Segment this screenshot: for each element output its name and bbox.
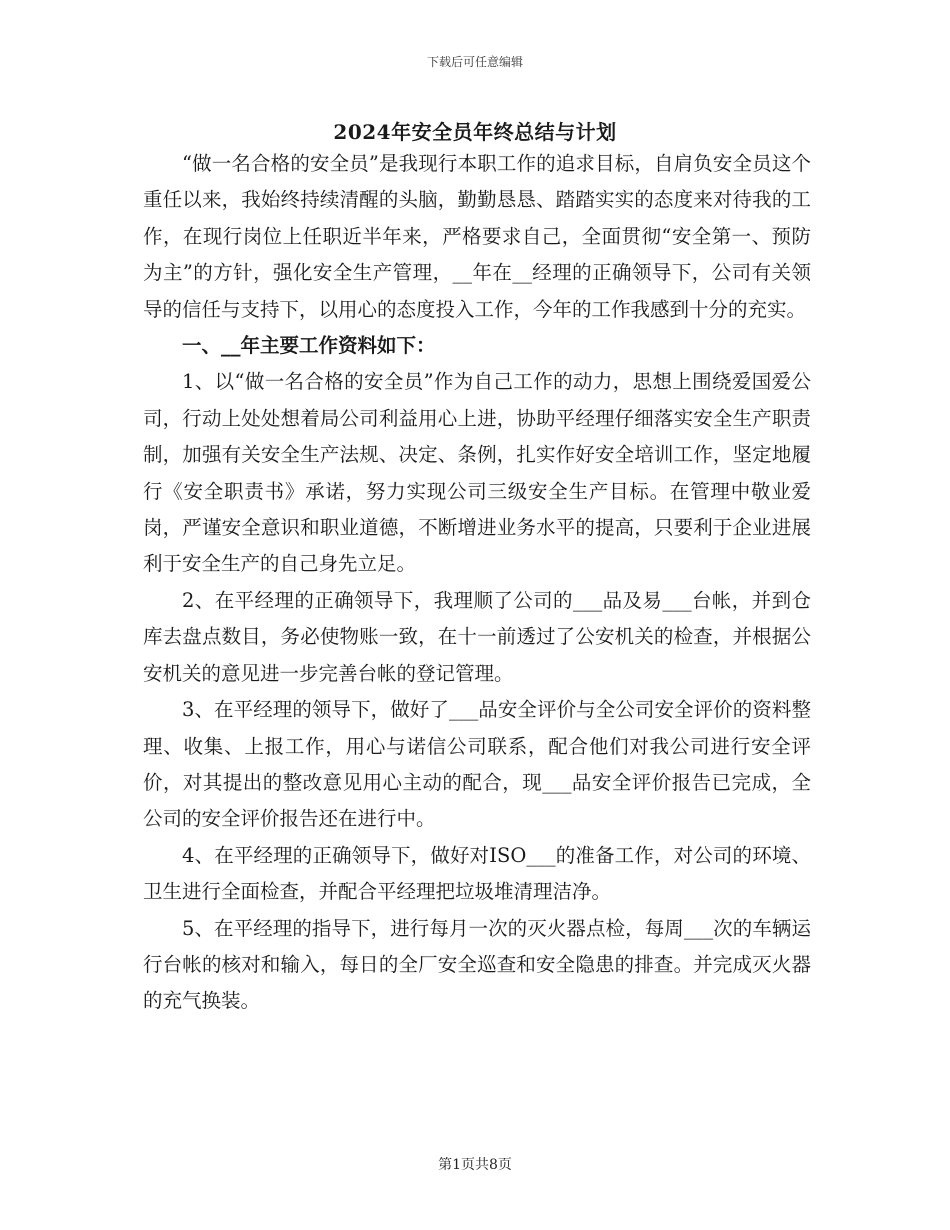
- work-item-1: 1、以“做一名合格的安全员”作为自己工作的动力，思想上围绕爱国爱公司，行动上处处想着局公司利益用心上进，协助平经理仔细落实安全生产职责制，加强有关安全生产法规、决定、条例，扎实作好安全培训工作，坚定地履行《安全职责书》承诺，努力实现公司三级安全生产目标。在管理中敬业爱岗，严谨安全意识和职业道德，不断增进业务水平的提高，只要利于企业进展利于安全生产的自己身先立足。: [143, 370, 811, 576]
- page-number-footer: 第1页共8页: [438, 1157, 512, 1173]
- intro-paragraph: “做一名合格的安全员”是我现行本职工作的追求目标，自肩负安全员这个重任以来，我始终持续清醒的头脑，勤勤恳恳、踏踏实实的态度来对待我的工作，在现行岗位上任职近半年来，严格要求自己，全面贯彻“安全第一、预防为主”的方针，强化安全生产管理，__年在__经理的正确领导下，公司有关领导的信任与支持下，以用心的态度投入工作，今年的工作我感到十分的充实。: [143, 152, 811, 321]
- work-item-2: 2、在平经理的正确领导下，我理顺了公司的___品及易___台帐，并到仓库去盘点数目，务必使物账一致，在十一前透过了公安机关的检查，并根据公安机关的意见进一步完善台帐的登记管理。: [143, 588, 811, 685]
- work-item-4: 4、在平经理的正确领导下，做好对ISO___的准备工作，对公司的环境、卫生进行全面检查，并配合平经理把垃圾堆清理洁净。: [143, 843, 811, 904]
- document-body: [143, 146, 811, 1020]
- work-item-3: 3、在平经理的领导下，做好了___品安全评价与全公司安全评价的资料整理、收集、上报工作，用心与诺信公司联系，配合他们对我公司进行安全评价，对其提出的整改意见用心主动的配合，现___品安全评价报告已完成，全公司的安全评价报告还在进行中。: [143, 698, 811, 831]
- section-heading: 一、__年主要工作资料如下：: [182, 334, 436, 358]
- header-note: 下载后可任意编辑: [426, 55, 523, 69]
- work-item-5: 5、在平经理的指导下，进行每月一次的灭火器点检，每周___次的车辆运行台帐的核对和输入，每日的全厂安全巡查和安全隐患的排查。并完成灭火器的充气换装。: [143, 916, 811, 1013]
- document-title: 2024年安全员年终总结与计划: [333, 120, 617, 144]
